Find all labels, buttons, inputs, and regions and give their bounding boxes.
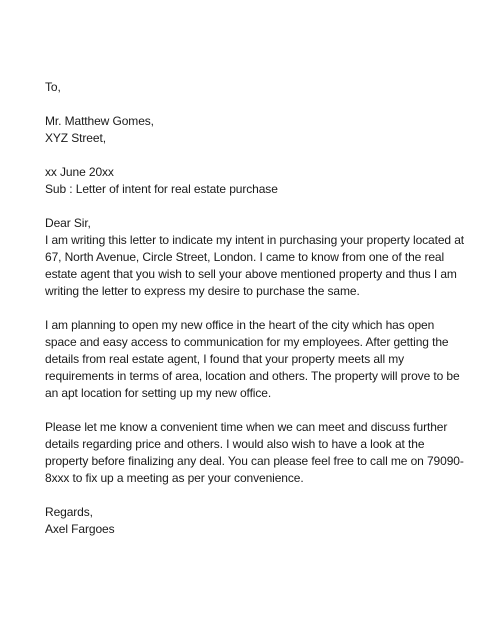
paragraph-line: details from real estate agent, I found that your property meets all my <box>45 352 405 366</box>
letter-body <box>45 79 465 538</box>
paragraph-line: space and easy access to communication for my employees. After getting the <box>45 335 449 349</box>
paragraph-line: property before finalizing any deal. You can please feel free to call me on 79090- <box>45 454 464 468</box>
greeting: Dear Sir, <box>45 216 91 230</box>
spacer <box>45 300 437 317</box>
spacer <box>45 147 437 164</box>
paragraph-line: estate agent that you wish to sell your above mentioned property and thus I am <box>45 267 457 281</box>
paragraph-line: an apt location for setting up my new office. <box>45 386 272 400</box>
closing: Regards, <box>45 505 93 519</box>
spacer <box>45 96 437 113</box>
paragraph-line: details regarding price and others. I would also wish to have a look at the <box>45 437 425 451</box>
paragraph-line: I am writing this letter to indicate my intent in purchasing your property located at <box>45 233 465 247</box>
spacer <box>45 198 437 215</box>
paragraph-1 <box>45 232 465 300</box>
paragraph-line: writing the letter to express my desire to purchase the same. <box>45 284 360 298</box>
paragraph-line: 8xxx to fix up a meeting as per your convenience. <box>45 471 304 485</box>
paragraph-3 <box>45 419 464 487</box>
spacer <box>45 487 437 504</box>
spacer <box>45 402 437 419</box>
paragraph-line: 67, North Avenue, Circle Street, London. I came to know from one of the real <box>45 250 445 264</box>
to-line: To, <box>45 80 61 94</box>
recipient-street: XYZ Street, <box>45 131 106 145</box>
letter-date: xx June 20xx <box>45 165 114 179</box>
paragraph-2 <box>45 317 460 402</box>
letter-subject: Sub : Letter of intent for real estate purchase <box>45 182 278 196</box>
paragraph-line: I am planning to open my new office in the heart of the city which has open <box>45 318 435 332</box>
paragraph-line: requirements in terms of area, location and others. The property will prove to be <box>45 369 460 383</box>
recipient-name: Mr. Matthew Gomes, <box>45 114 154 128</box>
sender-name: Axel Fargoes <box>45 522 115 536</box>
paragraph-line: Please let me know a convenient time when we can meet and discuss further <box>45 420 448 434</box>
